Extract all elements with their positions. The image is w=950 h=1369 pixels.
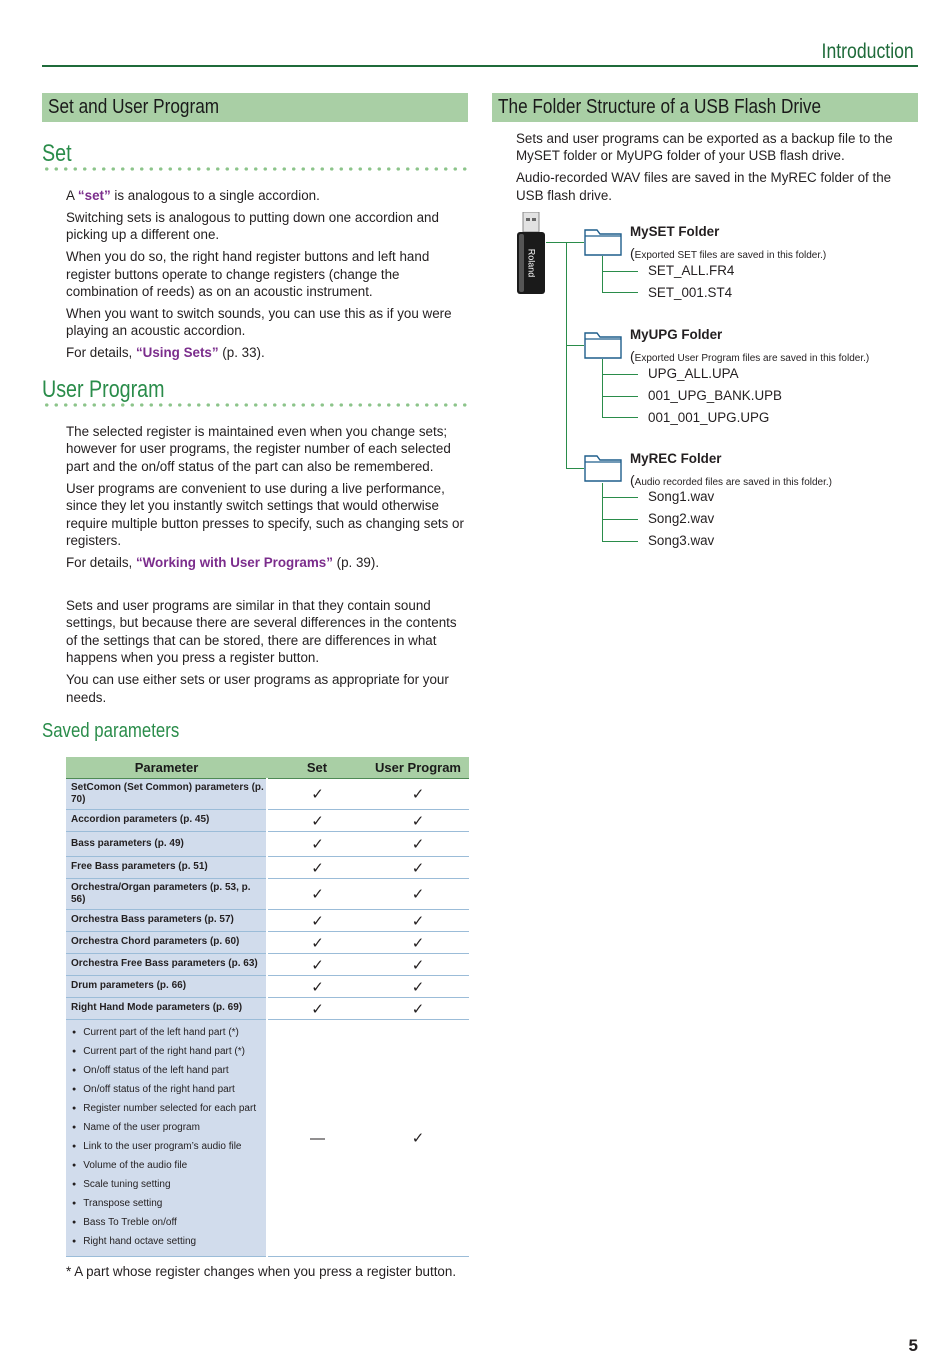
heading-set: Set xyxy=(42,140,72,167)
list-item: ● Register number selected for each part xyxy=(72,1100,266,1119)
upg-check: ✓ xyxy=(367,832,469,857)
column-header-set: Set xyxy=(267,757,367,779)
dotted-divider xyxy=(42,167,470,171)
param-bullet-cell xyxy=(66,1020,267,1257)
param-name: Orchestra/Organ parameters (p. 53, p. 56) xyxy=(66,879,267,910)
list-item: ● Current part of the left hand part (*) xyxy=(72,1024,266,1043)
param-name: Orchestra Chord parameters (p. 60) xyxy=(66,932,267,954)
set-check: ✓ xyxy=(267,954,367,976)
upg-check: ✓ xyxy=(367,998,469,1020)
folder-note: (Exported User Program files are saved in this folder.) xyxy=(630,348,870,364)
param-name: Bass parameters (p. 49) xyxy=(66,832,267,857)
set-dash: — xyxy=(267,1020,367,1257)
tree-connector xyxy=(546,242,584,243)
folder-structure-description: Sets and user programs can be exported as a backup file to the MySET folder or MyUPG folder of your USB flash drive. Audio-recorded WAV files are saved in the MyREC folder of the USB flash drive. xyxy=(516,131,893,203)
folder-name-myrec: MyREC Folder xyxy=(630,451,722,466)
column-header-user-program: User Program xyxy=(367,757,469,779)
set-check: ✓ xyxy=(267,976,367,998)
table-row xyxy=(66,779,469,810)
table-row xyxy=(66,998,469,1020)
heading-saved-parameters: Saved parameters xyxy=(42,720,180,742)
dotted-divider xyxy=(42,403,470,407)
folder-icon xyxy=(584,226,622,261)
using-sets-link[interactable]: “Using Sets” xyxy=(135,345,219,361)
list-item: ● On/off status of the right hand part xyxy=(72,1081,266,1100)
table-row xyxy=(66,810,469,832)
folder-note: (Audio recorded files are saved in this folder.) xyxy=(630,472,833,488)
param-name: Free Bass parameters (p. 51) xyxy=(66,857,267,879)
set-check: ✓ xyxy=(267,879,367,910)
tree-connector xyxy=(602,541,638,542)
tree-connector xyxy=(602,396,638,397)
table-row xyxy=(66,832,469,857)
set-check: ✓ xyxy=(267,998,367,1020)
file-name: Song2.wav xyxy=(648,511,715,526)
usb-brand-label: Roland xyxy=(526,248,536,278)
footnote: * A part whose register changes when you press a register button. xyxy=(66,1264,457,1279)
tree-connector xyxy=(602,374,638,375)
param-name: Drum parameters (p. 66) xyxy=(66,976,267,998)
tree-connector xyxy=(566,345,584,346)
upg-check: ✓ xyxy=(367,910,469,932)
upg-check: ✓ xyxy=(367,857,469,879)
folder-note: (Exported SET files are saved in this folder.) xyxy=(630,245,827,261)
usb-flash-drive-icon xyxy=(516,212,546,302)
folder-icon xyxy=(584,329,622,364)
file-name: 001_UPG_BANK.UPB xyxy=(648,388,782,403)
list-item: ● On/off status of the left hand part xyxy=(72,1062,266,1081)
table-header-row xyxy=(66,757,469,779)
table-row xyxy=(66,879,469,910)
heading-user-program: User Program xyxy=(42,376,165,403)
list-item: ● Transpose setting xyxy=(72,1195,266,1214)
folder-icon xyxy=(584,452,622,487)
list-item: ● Right hand octave setting xyxy=(72,1233,266,1252)
tree-branch xyxy=(602,359,603,417)
set-check: ✓ xyxy=(267,857,367,879)
list-item: ● Scale tuning setting xyxy=(72,1176,266,1195)
upg-check: ✓ xyxy=(367,779,469,810)
file-name: UPG_ALL.UPA xyxy=(648,366,739,381)
tree-branch xyxy=(602,483,603,541)
list-item: ● Name of the user program xyxy=(72,1119,266,1138)
tree-connector xyxy=(602,271,638,272)
section-title-folder-structure: The Folder Structure of a USB Flash Drive xyxy=(492,93,918,122)
folder-name-myupg: MyUPG Folder xyxy=(630,327,723,342)
section-title-set-and-user-program: Set and User Program xyxy=(42,93,468,122)
header-rule xyxy=(42,65,918,67)
set-check: ✓ xyxy=(267,832,367,857)
table-row xyxy=(66,954,469,976)
param-name: Orchestra Free Bass parameters (p. 63) xyxy=(66,954,267,976)
param-name: Orchestra Bass parameters (p. 57) xyxy=(66,910,267,932)
user-program-description: The selected register is maintained even when you change sets; however for user programs, the register number of each selected part and the on/off status of the part can also be remembered. User programs are convenient to use during a live performance, since they let you instantly switch settings that would otherwise require multiple button presses to specify, such as changing sets or registers. For details, “Working with User Programs” (p. 39). xyxy=(66,424,464,570)
set-term-link[interactable]: “set” xyxy=(77,188,111,203)
list-item: ● Volume of the audio file xyxy=(72,1157,266,1176)
file-name: 001_001_UPG.UPG xyxy=(648,410,770,425)
tree-connector xyxy=(602,519,638,520)
page-header-title: Introduction xyxy=(821,40,914,63)
set-check: ✓ xyxy=(267,932,367,954)
list-item: ● Link to the user program’s audio file xyxy=(72,1138,266,1157)
table-row xyxy=(66,932,469,954)
set-check: ✓ xyxy=(267,910,367,932)
comparison-description: Sets and user programs are similar in that they contain sound settings, but because there are several differences in the contents of the settings that can be stored, there are differences in what happens when you press a register button. You can use either sets or user programs as appropriate for your needs. xyxy=(66,598,457,705)
file-name: SET_001.ST4 xyxy=(648,285,733,300)
set-description: A “set” is analogous to a single accordion. Switching sets is analogous to putting down one accordion and picking up a different one. When you do so, the right hand register buttons and left hand register buttons operate to change registers (change the combination of reeds) as on an acoustic instrument. When you want to switch sounds, you can use this as if you were playing an acoustic accordion. For details, “Using Sets” (p. 33). xyxy=(66,188,452,361)
list-item: ● Current part of the right hand part (*) xyxy=(72,1043,266,1062)
file-name: Song1.wav xyxy=(648,489,715,504)
file-name: Song3.wav xyxy=(648,533,715,548)
working-with-user-programs-link[interactable]: “Working with User Programs” xyxy=(135,554,333,570)
upg-check: ✓ xyxy=(367,879,469,910)
upg-check: ✓ xyxy=(367,932,469,954)
column-header-parameter: Parameter xyxy=(66,757,267,779)
set-check: ✓ xyxy=(267,810,367,832)
saved-parameters-table xyxy=(66,757,469,1257)
tree-trunk xyxy=(566,242,567,469)
table-row xyxy=(66,910,469,932)
file-name: SET_ALL.FR4 xyxy=(648,263,735,278)
tree-connector xyxy=(602,417,638,418)
table-row-bullets xyxy=(66,1020,469,1257)
upg-check: ✓ xyxy=(367,1020,469,1257)
list-item: ● Bass To Treble on/off xyxy=(72,1214,266,1233)
tree-branch xyxy=(602,256,603,292)
param-name: Accordion parameters (p. 45) xyxy=(66,810,267,832)
upg-check: ✓ xyxy=(367,976,469,998)
bullet-list xyxy=(66,1020,266,1256)
param-name: Right Hand Mode parameters (p. 69) xyxy=(66,998,267,1020)
table-row xyxy=(66,857,469,879)
param-name: SetComon (Set Common) parameters (p. 70) xyxy=(66,779,267,810)
tree-connector xyxy=(602,292,638,293)
folder-name-myset: MySET Folder xyxy=(630,224,720,239)
upg-check: ✓ xyxy=(367,954,469,976)
tree-connector xyxy=(602,497,638,498)
tree-connector xyxy=(566,468,584,469)
upg-check: ✓ xyxy=(367,810,469,832)
set-check: ✓ xyxy=(267,779,367,810)
table-row xyxy=(66,976,469,998)
page-number: 5 xyxy=(908,1336,918,1355)
